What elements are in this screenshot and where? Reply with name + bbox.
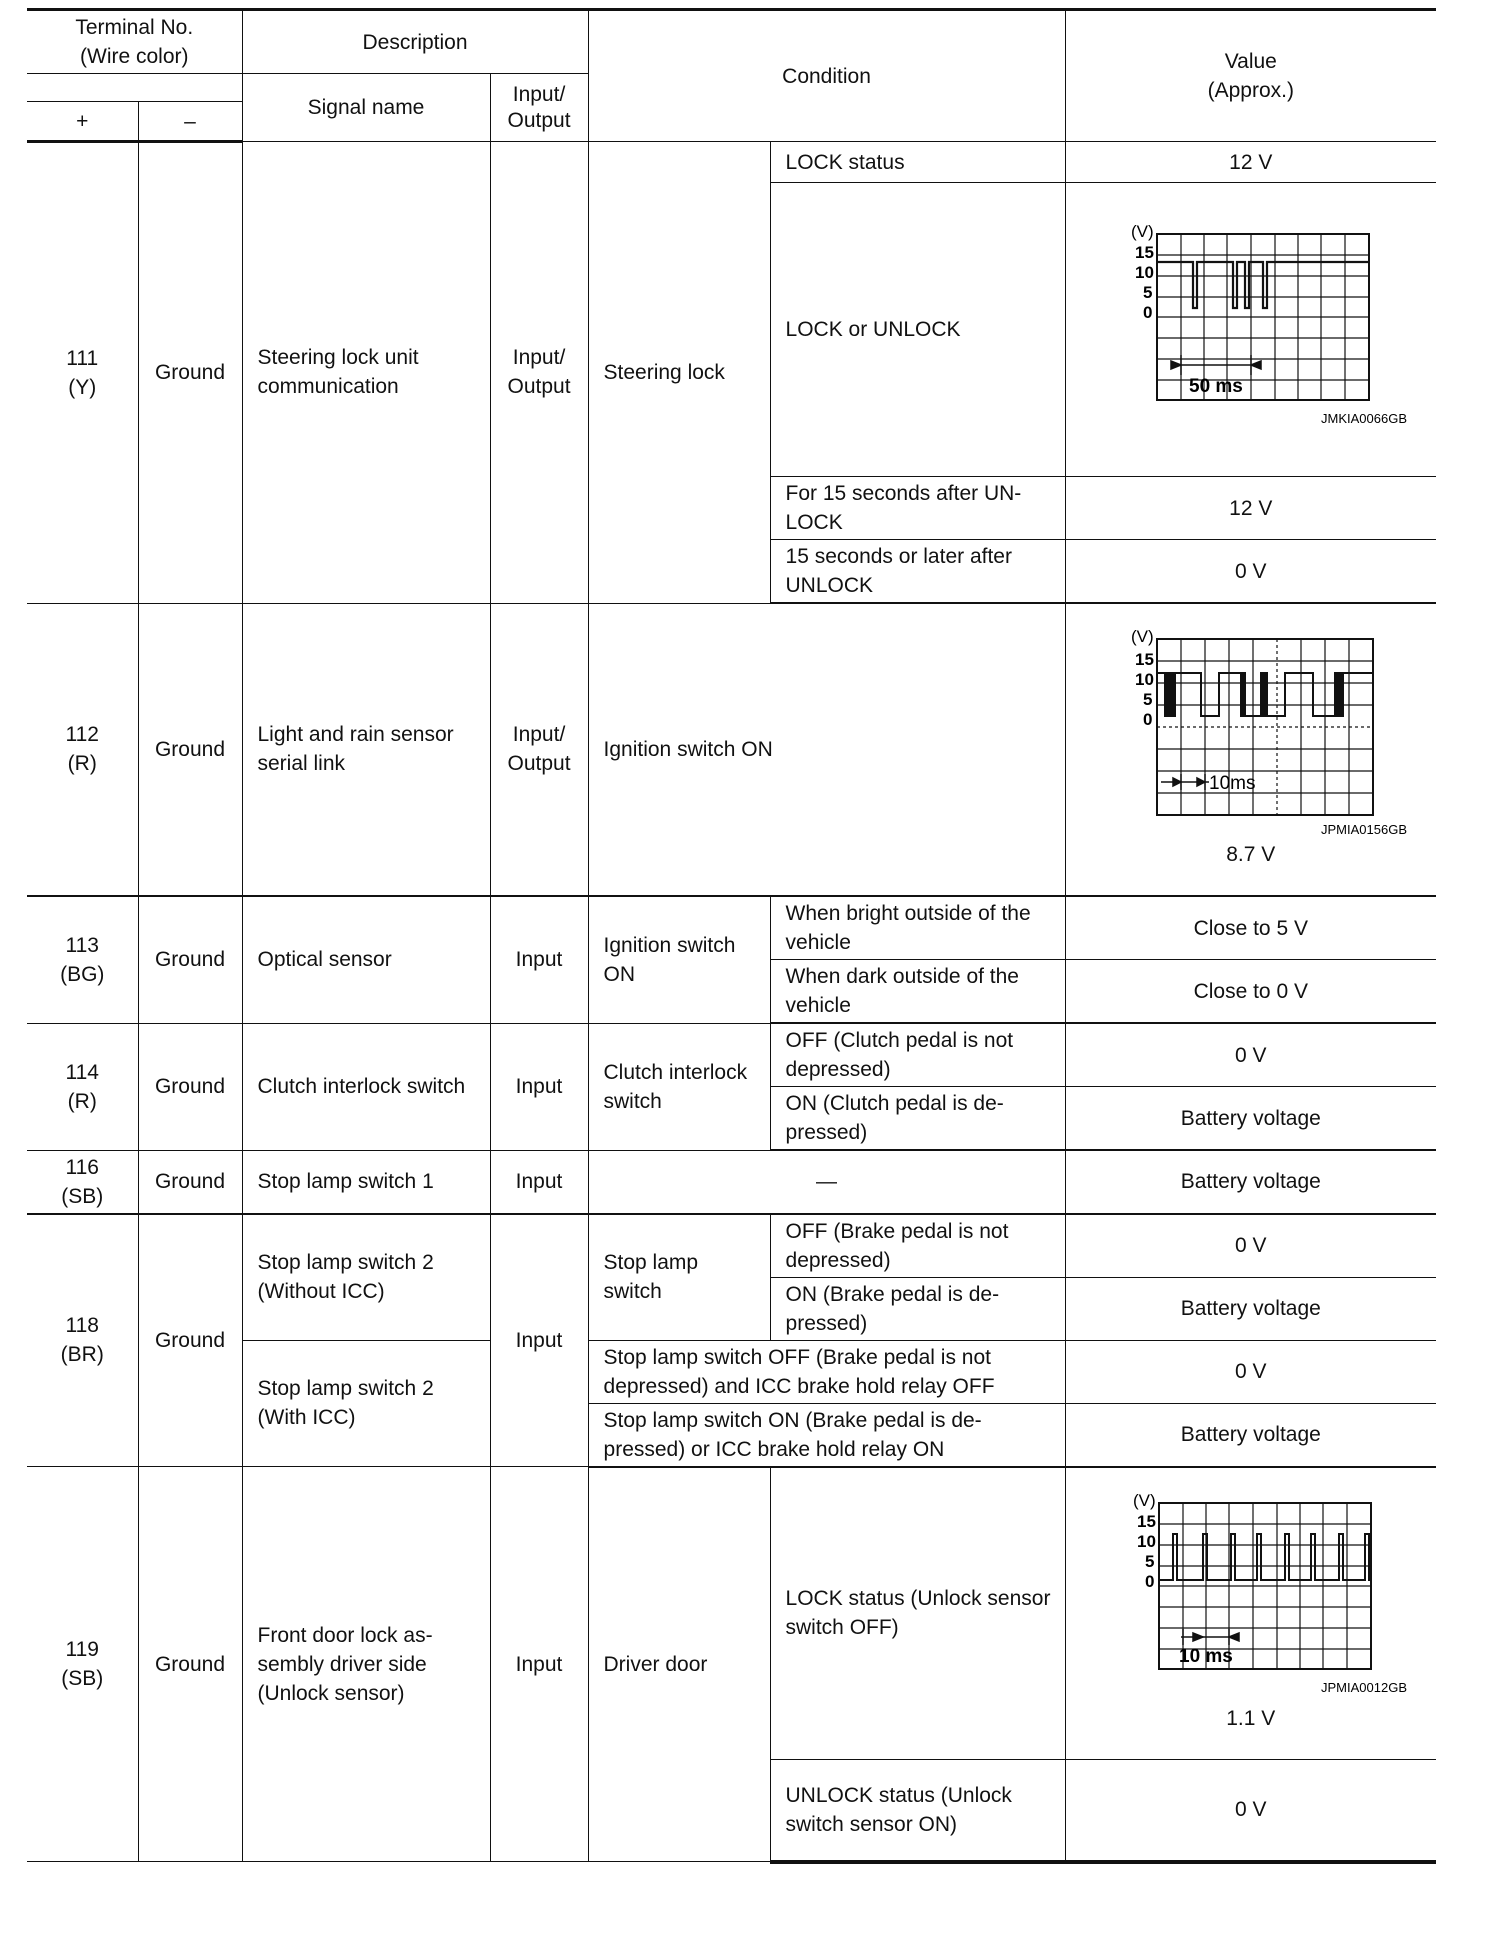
condition-cell: Stop lamp switch OFF (Brake pedal is not depressed) and ICC brake hold relay OFF <box>588 1340 1065 1403</box>
value-cell: 0 V <box>1065 1760 1436 1862</box>
waveform-y-tick: 10 <box>1134 262 1154 282</box>
header-signal-name: Signal name <box>242 74 490 142</box>
header-terminal-no: Terminal No. (Wire color) <box>27 10 242 74</box>
value-cell: Close to 0 V <box>1065 960 1436 1024</box>
ground-cell: Ground <box>138 603 242 896</box>
waveform-grid <box>1159 1503 1371 1669</box>
value-cell: Battery voltage <box>1065 1277 1436 1340</box>
signal-name-cell: Light and rain sensor serial link <box>242 603 490 896</box>
ground-cell: Ground <box>138 142 242 604</box>
value-cell: 0 V <box>1065 1340 1436 1403</box>
condition-cell: LOCK status <box>770 142 1065 183</box>
signal-name-cell: Stop lamp switch 1 <box>242 1150 490 1214</box>
signal-name-cell: Front door lock as- sembly driver side (Unlock sensor) <box>242 1467 490 1862</box>
time-scale-arrows <box>1181 1629 1239 1645</box>
waveform-trace <box>1159 1534 1371 1580</box>
table-row <box>27 1023 1436 1087</box>
table-row <box>27 1150 1436 1214</box>
io-cell: Input <box>490 1214 588 1467</box>
ground-cell: Ground <box>138 1467 242 1862</box>
signal-name-cell: Stop lamp switch 2 (Without ICC) <box>242 1214 490 1341</box>
header-row-1 <box>27 10 1436 74</box>
value-cell: 12 V <box>1065 477 1436 540</box>
header-description: Description <box>242 10 588 74</box>
waveform-image-id: JPMIA0012GB <box>1320 1679 1407 1695</box>
value-text: 1.1 V <box>1226 1706 1276 1730</box>
ground-cell: Ground <box>138 1150 242 1214</box>
header-plus: + <box>27 102 138 142</box>
condition-cell: Ignition switch ON <box>588 603 1065 896</box>
value-cell: Battery voltage <box>1065 1150 1436 1214</box>
waveform-y-tick: 10 <box>1134 670 1154 689</box>
terminal-table <box>27 8 1436 1864</box>
time-scale-arrows <box>1161 774 1209 790</box>
header-minus: – <box>138 102 242 142</box>
signal-name-cell: Optical sensor <box>242 896 490 1023</box>
condition-cell: ON (Clutch pedal is de- pressed) <box>770 1087 1065 1151</box>
condition-cell: For 15 seconds after UN- LOCK <box>770 477 1065 540</box>
value-text: 8.7 V <box>1226 843 1276 866</box>
io-cell: Input <box>490 1023 588 1150</box>
waveform-y-tick: 15 <box>1134 242 1154 262</box>
table-row <box>27 896 1436 960</box>
condition-main-cell: Stop lamp switch <box>588 1214 770 1341</box>
waveform-trace <box>1157 262 1369 308</box>
waveform-y-tick: 0 <box>1144 1571 1155 1591</box>
waveform-time-scale: 10 ms <box>1178 1645 1233 1667</box>
condition-cell: ON (Brake pedal is de- pressed) <box>770 1277 1065 1340</box>
time-scale-arrows <box>1171 355 1261 375</box>
waveform-cell <box>1065 1467 1436 1760</box>
io-cell: Input/ Output <box>490 142 588 604</box>
waveform-y-tick: 5 <box>1144 1551 1155 1571</box>
condition-main-cell: Steering lock <box>588 142 770 604</box>
waveform-y-tick: 5 <box>1142 690 1153 709</box>
condition-cell: UNLOCK status (Unlock switch sensor ON) <box>770 1760 1065 1862</box>
waveform-graph <box>1081 225 1421 435</box>
value-cell: Battery voltage <box>1065 1087 1436 1151</box>
terminal-cell: 118 (BR) <box>27 1214 138 1467</box>
waveform-grid <box>1157 639 1373 815</box>
condition-cell: LOCK status (Unlock sensor switch OFF) <box>770 1467 1065 1760</box>
table-row <box>27 142 1436 183</box>
waveform-time-scale: 10ms <box>1208 773 1256 794</box>
condition-cell: — <box>588 1150 1065 1214</box>
condition-main-cell: Ignition switch ON <box>588 896 770 1023</box>
header-wire-color-spacer <box>27 74 242 102</box>
io-cell: Input <box>490 896 588 1023</box>
waveform-y-tick: 0 <box>1142 302 1153 322</box>
waveform-graph <box>1081 1494 1421 1704</box>
condition-cell: 15 seconds or later after UNLOCK <box>770 540 1065 604</box>
io-cell: Input <box>490 1150 588 1214</box>
header-input-output: Input/ Output <box>490 74 588 142</box>
waveform-y-tick: 10 <box>1136 1531 1156 1551</box>
waveform-image-id: JPMIA0156GB <box>1320 822 1407 837</box>
table-row <box>27 1467 1436 1760</box>
waveform-image-id: JMKIA0066GB <box>1320 410 1407 426</box>
ground-cell: Ground <box>138 1214 242 1467</box>
signal-name-cell: Clutch interlock switch <box>242 1023 490 1150</box>
io-cell: Input/ Output <box>490 603 588 896</box>
table-row <box>27 603 1436 896</box>
terminal-cell: 114 (R) <box>27 1023 138 1150</box>
waveform-trace <box>1157 673 1373 716</box>
waveform-graph <box>1081 630 1421 840</box>
table-row <box>27 1214 1436 1278</box>
waveform-time-scale: 50 ms <box>1188 375 1243 397</box>
condition-cell: When bright outside of the vehicle <box>770 896 1065 960</box>
waveform-y-tick: 15 <box>1136 1511 1156 1531</box>
value-cell: Close to 5 V <box>1065 896 1436 960</box>
condition-cell: Stop lamp switch ON (Brake pedal is de- pressed) or ICC brake hold relay ON <box>588 1403 1065 1467</box>
value-cell: 0 V <box>1065 1214 1436 1278</box>
io-cell: Input <box>490 1467 588 1862</box>
condition-main-cell: Clutch interlock switch <box>588 1023 770 1150</box>
value-cell: 0 V <box>1065 1023 1436 1087</box>
terminal-cell: 116 (SB) <box>27 1150 138 1214</box>
terminal-cell: 119 (SB) <box>27 1467 138 1862</box>
header-condition: Condition <box>588 10 1065 142</box>
waveform-y-label: (V) <box>1132 1493 1156 1510</box>
terminal-cell: 113 (BG) <box>27 896 138 1023</box>
waveform-cell <box>1065 183 1436 477</box>
waveform-y-tick: 5 <box>1142 282 1153 302</box>
signal-name-cell: Stop lamp switch 2 (With ICC) <box>242 1340 490 1467</box>
waveform-y-tick: 0 <box>1142 710 1153 729</box>
ground-cell: Ground <box>138 1023 242 1150</box>
terminal-cell: 112 (R) <box>27 603 138 896</box>
value-cell: 12 V <box>1065 142 1436 183</box>
waveform-y-label: (V) <box>1130 224 1154 241</box>
signal-name-cell: Steering lock unit communication <box>242 142 490 604</box>
value-cell: 0 V <box>1065 540 1436 604</box>
condition-cell: LOCK or UNLOCK <box>770 183 1065 477</box>
condition-main-cell: Driver door <box>588 1467 770 1862</box>
waveform-y-tick: 15 <box>1134 650 1154 669</box>
waveform-cell <box>1065 603 1436 896</box>
header-value: Value (Approx.) <box>1065 10 1436 142</box>
condition-cell: OFF (Clutch pedal is not depressed) <box>770 1023 1065 1087</box>
terminal-cell: 111 (Y) <box>27 142 138 604</box>
ground-cell: Ground <box>138 896 242 1023</box>
condition-cell: OFF (Brake pedal is not depressed) <box>770 1214 1065 1278</box>
waveform-y-label: (V) <box>1130 630 1154 646</box>
condition-cell: When dark outside of the vehicle <box>770 960 1065 1024</box>
value-cell: Battery voltage <box>1065 1403 1436 1467</box>
